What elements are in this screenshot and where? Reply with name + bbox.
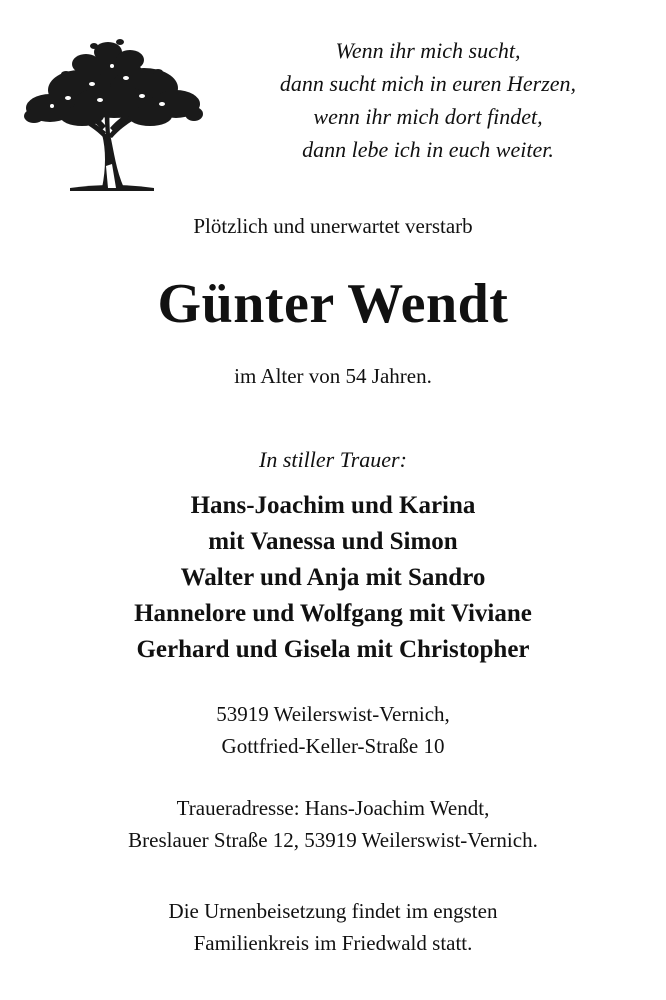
mourner-line: Hannelore und Wolfgang mit Viviane <box>134 600 532 627</box>
mourner-line: Hans-Joachim und Karina <box>190 492 476 519</box>
mourners-list <box>0 488 666 668</box>
mourner-line: mit Vanessa und Simon <box>208 528 458 555</box>
mourning-address-line: Traueradresse: Hans-Joachim Wendt, <box>176 796 490 820</box>
address-line: Gottfried-Keller-Straße 10 <box>221 734 445 758</box>
family-address <box>0 698 666 762</box>
address-line: 53919 Weilerswist-Vernich, <box>216 702 450 726</box>
poem <box>212 34 644 166</box>
intro-text: Plötzlich und unerwartet verstarb <box>193 214 473 238</box>
burial-note-line: Die Urnenbeisetzung findet im engsten <box>168 899 498 923</box>
burial-note-line: Familienkreis im Friedwald statt. <box>193 931 473 955</box>
poem-line: dann lebe ich in euch weiter. <box>302 137 554 162</box>
burial-note <box>0 895 666 959</box>
poem-line: Wenn ihr mich sucht, <box>335 38 521 63</box>
poem-line: dann sucht mich in euren Herzen, <box>279 71 577 96</box>
mourner-line: Walter und Anja mit Sandro <box>180 564 486 591</box>
mourner-line: Gerhard und Gisela mit Christopher <box>136 636 530 663</box>
poem-line: wenn ihr mich dort findet, <box>313 104 543 129</box>
age-line: im Alter von 54 Jahren. <box>234 364 432 388</box>
mourning-address-line: Breslauer Straße 12, 53919 Weilerswist-Vernich. <box>128 828 538 852</box>
tree-icon <box>22 38 204 192</box>
deceased-name: Günter Wendt <box>157 273 509 335</box>
mourning-heading: In stiller Trauer: <box>259 447 407 472</box>
mourning-address <box>0 792 666 856</box>
